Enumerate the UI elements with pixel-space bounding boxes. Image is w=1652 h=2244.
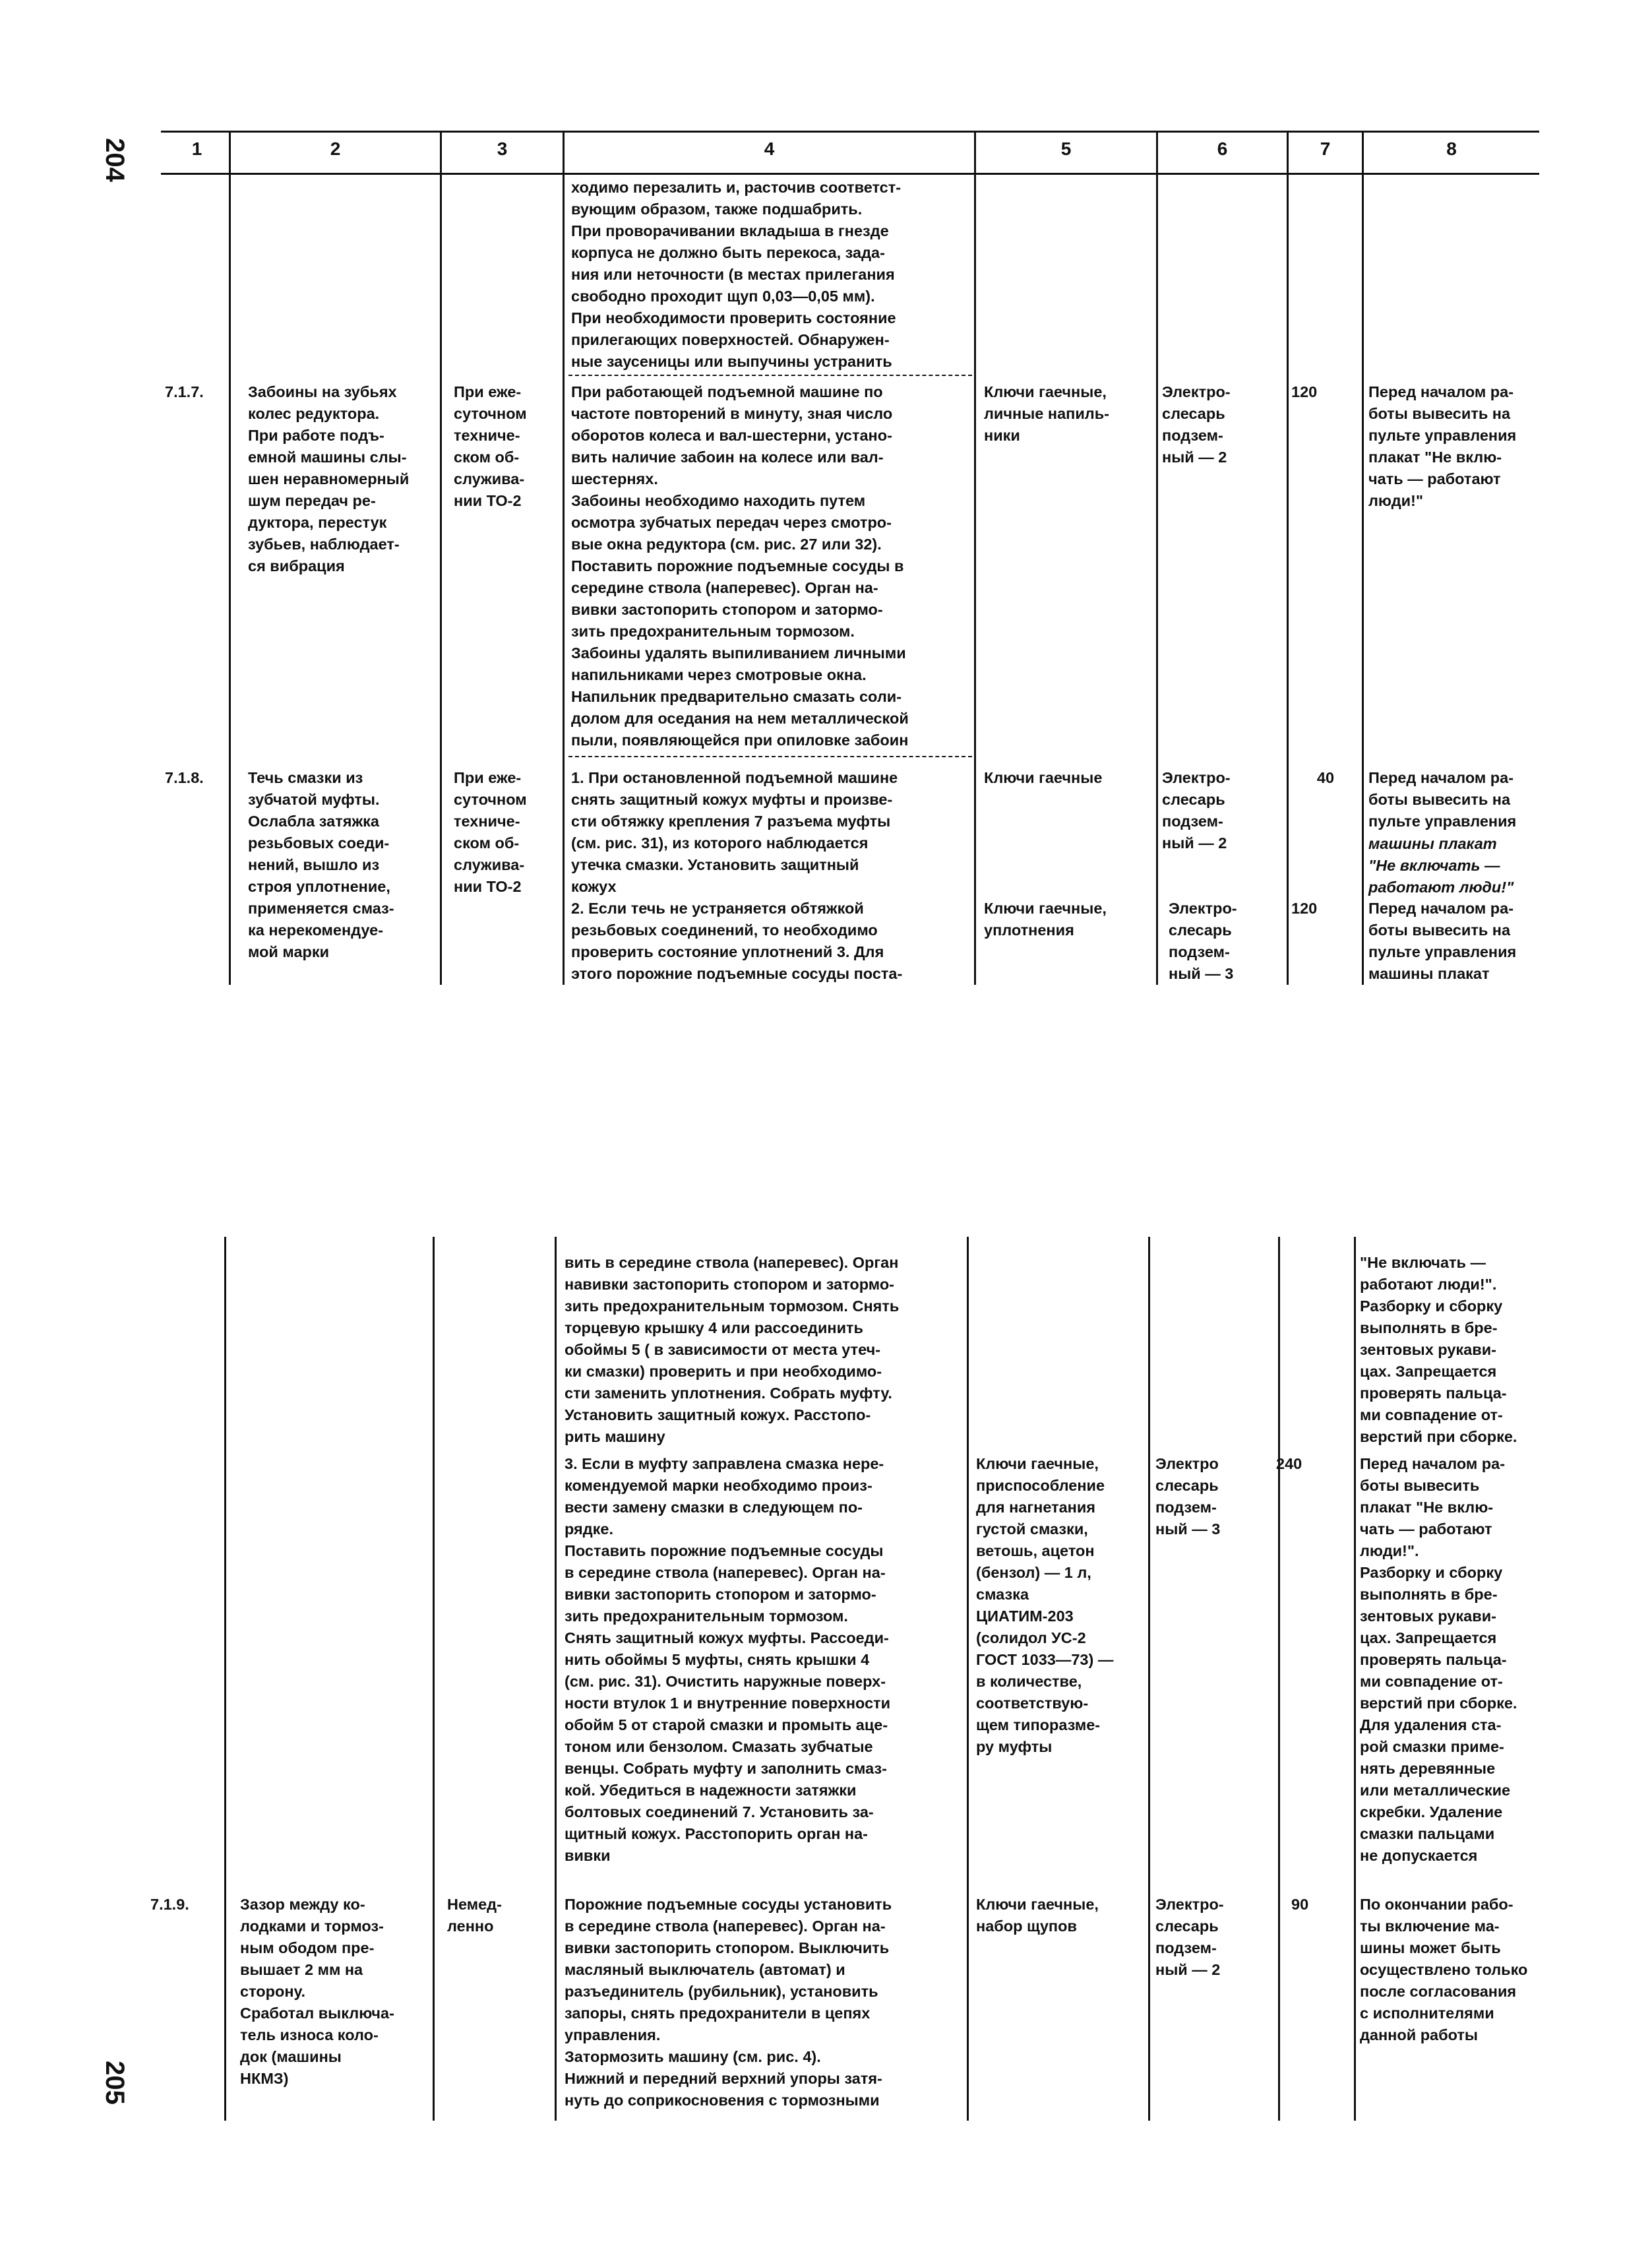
time-7-1-9: 90 (1291, 1896, 1309, 1913)
continuation-time: 240 (1276, 1455, 1302, 1472)
col-divider (563, 131, 565, 985)
col-divider (1148, 1237, 1150, 2121)
col-divider (229, 131, 231, 985)
col-divider (1156, 131, 1158, 985)
procedure-7-1-8-step-2: 2. Если течь не устраняется обтяжкой резьбовых соединений, то необходимо проверить состояние уплотнений 3. Для этого порожние подъемные сосуды поста- (571, 900, 903, 982)
fault-description-7-1-9: Зазор между ко- лодками и тормоз- ным ободом пре- вышает 2 мм на сторону. Сработал выключа- тель износа коло- док (машины НКМЗ) (240, 1896, 394, 2087)
continuation-procedure-a: вить в середине ствола (наперевес). Орган навивки застопорить стопором и затормо- зить предохранительным тормозом. Снять торцевую крышку 4 или рассоединить обоймы 5 ( в зависимости от места утеч- ки смазки) проверить и при необходимо- сти заменить уплотнения. Собрать муфту. Установить защитный кожух. Расстопо- рить машину (565, 1254, 900, 1445)
safety-note-7-1-8-a: Перед началом ра- боты вывесить на пульте управления (1368, 769, 1517, 830)
tools-7-1-9: Ключи гаечные, набор щупов (976, 1896, 1099, 1935)
header-bottom-rule (161, 173, 1539, 175)
row-separator (568, 756, 972, 757)
time-7-1-8-b: 120 (1291, 900, 1318, 917)
safety-note-7-1-8-a-cont: машины плакат "Не включать — работают люди!" (1368, 835, 1514, 896)
safety-note-7-1-9: По окончании рабо- ты включение ма- шины может быть осуществлено только после согласования с исполнителями данной работы (1360, 1896, 1528, 2043)
header-top-rule (161, 131, 1539, 133)
col-divider (967, 1237, 969, 2121)
procedure-7-1-7: При работающей подъемной машине по частоте повторений в минуту, зная число оборотов колеса и вал-шестерни, устано- вить наличие забоин на колесе или вал- шестернях. Забоины необходимо находить путем осмотра зубчатых передач через смотро- вые окна редуктора (см. рис. 27 или 32). Поставить порожние подъемные сосуды в середине ствола (наперевес). Орган на- вивки застопорить стопором и затормо- зить предохранительным тормозом. Забоины удалять выпиливанием личными напильниками через смотровые окна. Напильник предварительно смазать соли- долом для оседания на нем металлической пыли, появляющейся при опиловке забоин (571, 383, 909, 749)
inspection-period-7-1-7: При еже- суточном техниче- ском об- служива- нии ТО-2 (454, 383, 527, 509)
col-divider (440, 131, 442, 985)
time-7-1-8-a: 40 (1316, 769, 1335, 786)
procedure-7-1-8-step-1: 1. При остановленной подъемной машине снять защитный кожух муфты и произве- сти обтяжку крепления 7 разъема муфты (см. рис. 31), из которого наблюдается утечка смазки. Установить защитный кожух (571, 769, 898, 895)
col-divider (224, 1237, 226, 2121)
continuation-performer: Электро слесарь подзем- ный — 3 (1155, 1455, 1221, 1538)
column-header-2: 2 (330, 139, 341, 159)
procedure-7-1-9: Порожние подъемные сосуды установить в середине ствола (наперевес). Орган на- вивки застопорить стопором. Выключить масляный выключатель (автомат) и разъединитель (рубильник), установить запоры, снять предохранители в цепях управления. Затормозить машину (см. рис. 4). Нижний и передний верхний упоры затя- нуть до соприкосновения с тормозными (565, 1896, 892, 2109)
col-divider (1287, 131, 1289, 985)
col-divider (1354, 1237, 1356, 2121)
page-number-top: 204 (100, 138, 129, 182)
fault-description-7-1-7: Забоины на зубьях колес редуктора. При работе подъ- емной машины слы- шен неравномерный шум передач ре- дуктора, перестук зубьев, наблюдает- ся вибрация (248, 383, 410, 575)
inspection-period-7-1-9: Немед- ленно (447, 1896, 502, 1935)
continuation-safety-note-b: Перед началом ра- боты вывесить плакат "Не вклю- чать — работают люди!". Разборку и сборку выполнять в бре- зентовых рукави- цах. Запрещается проверять пальца- ми совпадение от- верстий при сборке. Для удаления ста- рой смазки приме- нять деревянные или металлические скребки. Удаление смазки пальцами не допускается (1360, 1455, 1517, 1864)
time-7-1-7: 120 (1291, 383, 1318, 400)
column-header-7: 7 (1320, 139, 1331, 159)
performer-7-1-8-b: Электро- слесарь подзем- ный — 3 (1169, 900, 1237, 982)
col-divider (433, 1237, 435, 2121)
column-header-8: 8 (1446, 139, 1457, 159)
tools-7-1-8-a: Ключи гаечные (984, 769, 1103, 786)
performer-7-1-8-a: Электро- слесарь подзем- ный — 2 (1162, 769, 1231, 852)
safety-note-7-1-7: Перед началом ра- боты вывесить на пульте управления плакат "Не вклю- чать — работают люди!" (1368, 383, 1517, 509)
fault-description-7-1-8: Течь смазки из зубчатой муфты. Ослабла затяжка резьбовых соеди- нений, вышло из строя уплотнение, применяется смаз- ка нерекомендуе- мой марки (248, 769, 394, 960)
tools-7-1-8-b: Ключи гаечные, уплотнения (984, 900, 1107, 939)
inspection-period-7-1-8: При еже- суточном техниче- ском об- служива- нии ТО-2 (454, 769, 527, 895)
col-divider (1362, 131, 1364, 985)
row-separator (568, 375, 972, 376)
row-number-7-1-9: 7.1.9. (150, 1896, 189, 1913)
column-header-3: 3 (497, 139, 508, 159)
column-header-4: 4 (764, 139, 775, 159)
col-divider (1278, 1237, 1280, 2121)
continuation-text-top: ходимо перезалить и, расточив соответст- вующим образом, также подшабрить. При проворачивании вкладыша в гнезде корпуса не должно быть перекоса, зада- ния или неточности (в местах прилегания свободно проходит щуп 0,03—0,05 мм). При необходимости проверить состояние прилегающих поверхностей. Обнаружен- ные заусеницы или выпучины устранить (571, 179, 902, 370)
page-number-bottom: 205 (100, 2061, 129, 2105)
performer-7-1-7: Электро- слесарь подзем- ный — 2 (1162, 383, 1231, 466)
col-divider (974, 131, 976, 985)
safety-note-7-1-8-b: Перед началом ра- боты вывесить на пульте управления машины плакат (1368, 900, 1517, 982)
row-number-7-1-8: 7.1.8. (165, 769, 204, 786)
tools-7-1-7: Ключи гаечные, личные напиль- ники (984, 383, 1109, 444)
performer-7-1-9: Электро- слесарь подзем- ный — 2 (1155, 1896, 1224, 1978)
column-header-6: 6 (1217, 139, 1228, 159)
continuation-safety-note-a: "Не включать — работают люди!". Разборку и сборку выполнять в бре- зентовых рукави- цах. Запрещается проверять пальца- ми совпадение от- верстий при сборке. (1360, 1254, 1517, 1445)
continuation-tools: Ключи гаечные, приспособление для нагнетания густой смазки, ветошь, ацетон (бензол) — 1 л, смазка ЦИАТИМ-203 (солидол УС-2 ГОСТ 1033—73) — в количестве, соответствую- щем типоразме- ру муфты (976, 1455, 1114, 1755)
col-divider (555, 1237, 557, 2121)
row-number-7-1-7: 7.1.7. (165, 383, 204, 400)
column-header-1: 1 (191, 139, 202, 159)
continuation-procedure-b: 3. Если в муфту заправлена смазка нере- комендуемой марки необходимо произ- вести замену смазки в следующем по- рядке. Поставить порожние подъемные сосуды в середине ствола (наперевес). Орган на- вивки застопорить стопором и затормо- зить предохранительным тормозом. Снять защитный кожух муфты. Рассоеди- нить обоймы 5 муфты, снять крышки 4 (см. рис. 31). Очистить наружные поверх- ности втулок 1 и внутренние поверхности обойм 5 от старой смазки и промыть аце- тоном или бензолом. Смазать зубчатые венцы. Собрать муфту и заполнить смаз- кой. Убедиться в надежности затяжки болтовых соединений 7. Установить за- щитный кожух. Расстопорить орган на- вивки (565, 1455, 891, 1864)
column-header-5: 5 (1060, 139, 1072, 159)
